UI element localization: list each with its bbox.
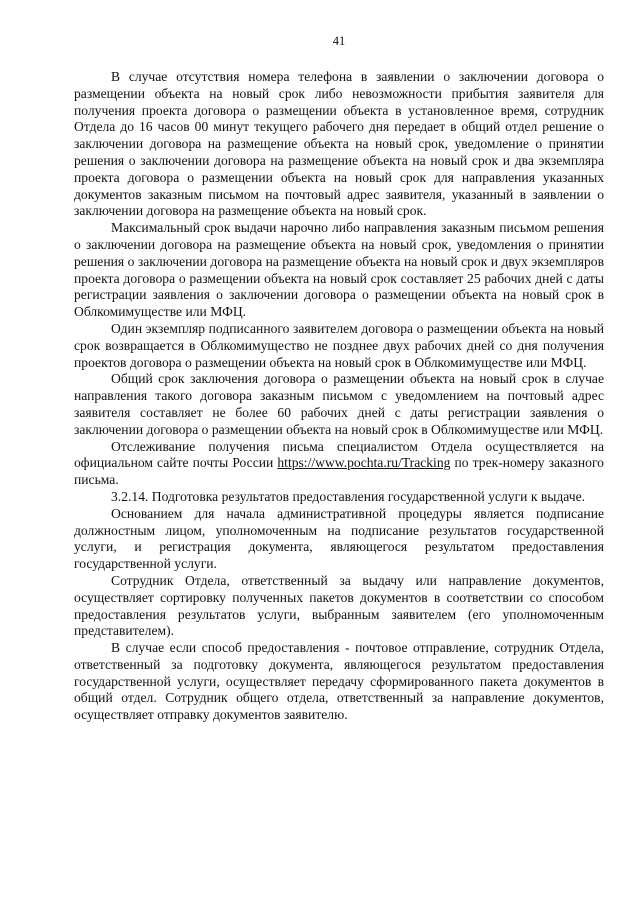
- paragraph-mail-delivery: В случае отсутствия номера телефона в заявлении о заключении договора о размещении объекта на новый срок либо невозможности прибытия заявителя для получения проекта договора о размещении объекта в установленное время, сотрудник Отдела до 16 часов 00 минут текущего рабочего дня передает в общий отдел решение о заключении договора на размещение объекта на новый срок, уведомление о принятии решения о заключении договора на размещение объекта на новый срок и два экземпляра проекта договора о размещении объекта на новый срок для направления указанных документов заказным письмом на почтовый адрес заявителя, указанный в заявлении о заключении договора на размещение объекта на новый срок.: [74, 69, 604, 219]
- paragraph-tracking: [74, 439, 604, 489]
- paragraph-sorting: Сотрудник Отдела, ответственный за выдачу или направление документов, осуществляет сортировку полученных пакетов документов в соответствии со способом предоставления результатов услуги, выбранным заявителем (его уполномоченным представителем).: [74, 572, 604, 639]
- paragraph-max-term: Максимальный срок выдачи нарочно либо направления заказным письмом решения о заключении договора на размещение объекта на новый срок, уведомления о принятии решения о заключении договора на размещение объекта на новый срок и двух экземпляров проекта договора о размещении объекта на новый срок составляет 25 рабочих дней с даты регистрации заявления о заключении договора о размещении объекта на новый срок в Облкомимуществе или МФЦ.: [74, 220, 604, 320]
- tracking-text-before: Отслеживание получения письма специалистом Отдела осуществляется на официальном сайте почты России: [74, 438, 604, 471]
- document-body: [74, 69, 604, 724]
- paragraph-postal-sending: В случае если способ предоставления - почтовое отправление, сотрудник Отдела, ответственный за подготовку документа, являющегося результатом предоставления государственной услуги, осуществляет передачу сформированного пакета документов в общий отдел. Сотрудник общего отдела, ответственный за направление документов, осуществляет отправку документов заявителю.: [74, 640, 604, 723]
- section-heading-3-2-14: 3.2.14. Подготовка результатов предоставления государственной услуги к выдаче.: [111, 488, 586, 504]
- paragraph-total-term: Общий срок заключения договора о размещении объекта на новый срок в случае направления такого договора заказным письмом с уведомлением на почтовый адрес заявителя составляет не более 60 рабочих дней с даты регистрации заявления о заключении договора о размещении объекта на новый срок в Облкомимуществе или МФЦ.: [74, 371, 604, 437]
- tracking-text-after: по трек-номеру заказного письма.: [74, 455, 604, 488]
- tracking-link[interactable]: https://www.pochta.ru/Tracking: [277, 455, 451, 471]
- page-number: 41: [332, 34, 346, 48]
- paragraph-signed-copy-return: Один экземпляр подписанного заявителем договора о размещении объекта на новый срок возвращается в Облкомимущество не позднее двух рабочих дней со дня получения проектов договора о размещении объекта на новый срок в Облкомимуществе или МФЦ.: [74, 320, 604, 370]
- paragraph-procedure-basis: Основанием для начала административной процедуры является подписание должностным лицом, уполномоченным на подписание результатов государственной услуги, и регистрация документа, являющегося результатом предоставления государственной услуги.: [74, 505, 604, 572]
